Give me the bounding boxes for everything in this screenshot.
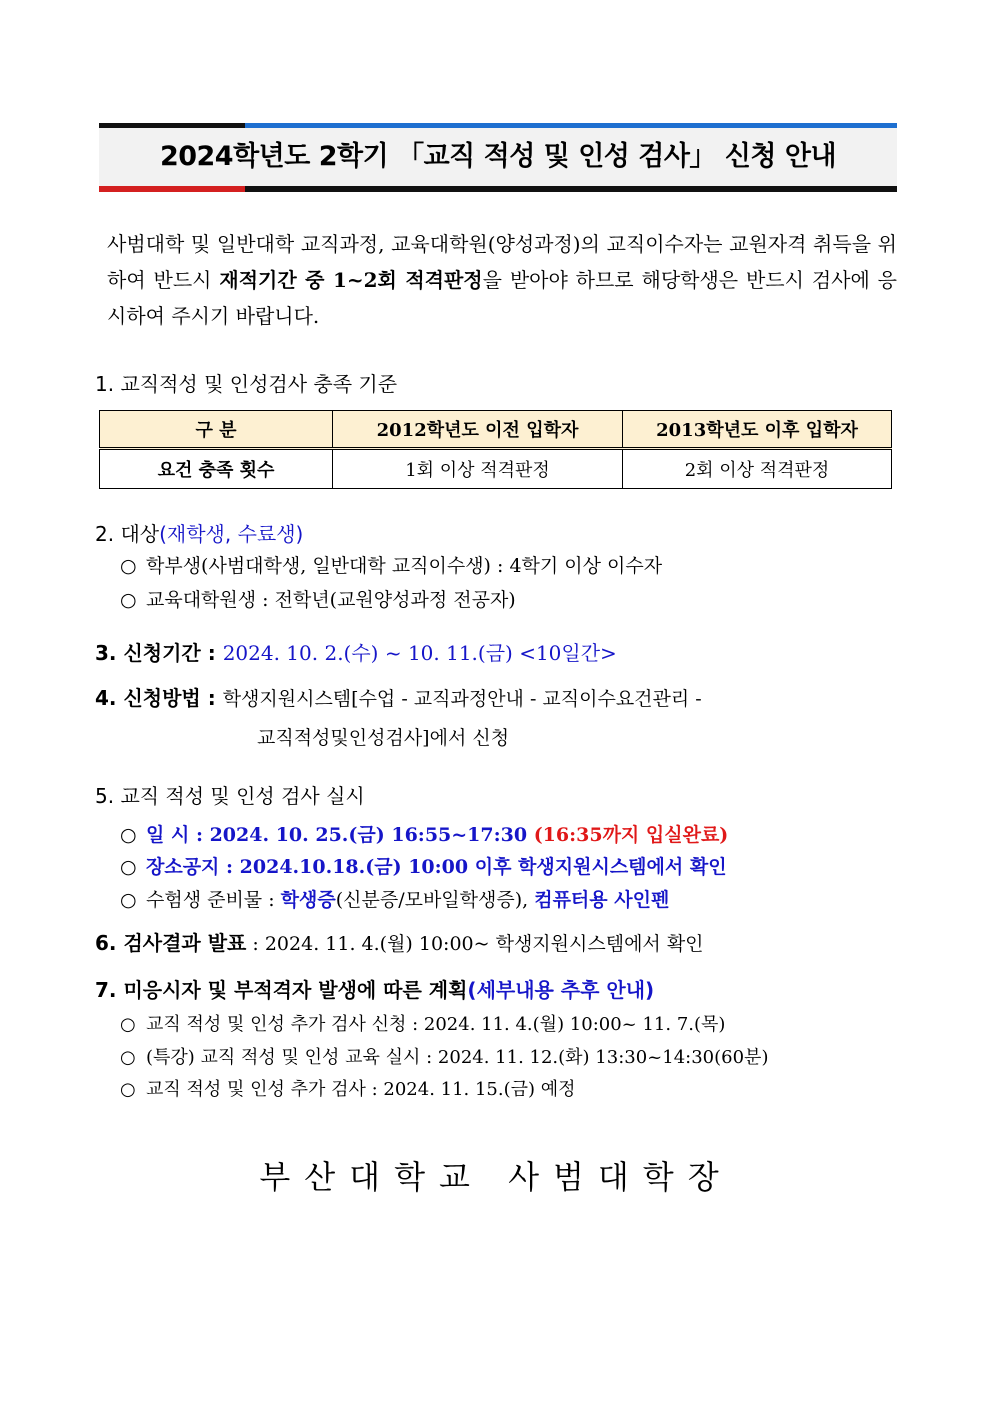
bullet-icon: ○ [120, 1014, 136, 1035]
section-7-item [120, 1043, 768, 1069]
section-7-item-text: 교직 적성 및 인성 추가 검사 신청 : 2024. 11. 4.(월) 10:00~ 11. 7.(목) [146, 1014, 726, 1035]
section-5-date-label: 일 시 : [146, 824, 210, 846]
bullet-icon: ○ [120, 856, 137, 878]
section-1-heading: 1. 교직적성 및 인성검사 충족 기준 [95, 372, 398, 396]
section-2-note: (재학생, 수료생) [159, 522, 304, 546]
section-5-date [120, 820, 728, 847]
section-5-prep-item-1: 학생증 [280, 889, 336, 911]
section-2-item [120, 585, 516, 612]
title-bar-bottom-black [245, 186, 897, 192]
section-5-heading: 5. 교직 적성 및 인성 검사 실시 [95, 784, 365, 808]
section-5-date-note: (16:35까지 입실완료) [533, 824, 729, 846]
section-3 [95, 637, 617, 666]
section-5-prep [120, 885, 669, 912]
intro-text-2: 을 받아야 하므로 해당학생은 반드시 검사에 응시하여 주시기 바랍니다. [107, 268, 897, 328]
intro-paragraph [107, 226, 897, 334]
criteria-header-category: 구 분 [100, 411, 333, 449]
section-3-value: 2024. 10. 2.(수) ~ 10. 11.(금) <10일간> [222, 641, 617, 665]
section-2-item [120, 551, 662, 578]
section-7-item [120, 1075, 576, 1101]
section-7-note: (세부내용 추후 안내) [467, 978, 655, 1002]
criteria-cell-after-2013: 2회 이상 적격판정 [623, 449, 892, 489]
intro-text-1: 사범대학 및 일반대학 교직과정, 교육대학원(양성과정)의 교직이수자는 교원자격 취득을 위하여 반드시 [107, 232, 897, 292]
section-5-prep-label: 수험생 준비물 : [146, 889, 281, 911]
section-4-label: 4. 신청방법 : [95, 686, 223, 710]
section-5-prep-item-2: 컴퓨터용 사인펜 [534, 889, 670, 911]
page-title: 2024학년도 2학기 「교직 적성 및 인성 검사」 신청 안내 [159, 141, 837, 172]
section-4-line-2: 교직적성및인성검사]에서 신청 [257, 727, 510, 749]
section-4 [95, 682, 702, 711]
bullet-icon: ○ [120, 589, 137, 611]
bullet-icon: ○ [120, 1047, 136, 1068]
section-7-item [120, 1010, 725, 1036]
bullet-icon: ○ [120, 889, 137, 911]
signature: 부산대학교 사범대학장 [259, 1158, 733, 1196]
criteria-table-header-row [100, 411, 892, 449]
section-4-line-1: 학생지원시스템[수업 - 교직과정안내 - 교직이수요건관리 - [222, 688, 702, 710]
section-7-title: 7. 미응시자 및 부적격자 발생에 따른 계획 [95, 978, 468, 1002]
section-6 [95, 927, 704, 956]
criteria-table [99, 410, 892, 489]
section-2-heading [95, 518, 303, 547]
title-bar-bottom-red [99, 186, 245, 192]
section-2-item-text: 학부생(사범대학생, 일반대학 교직이수생) : 4학기 이상 이수자 [146, 555, 663, 577]
criteria-cell-before-2012: 1회 이상 적격판정 [333, 449, 623, 489]
criteria-row-label: 요건 충족 횟수 [100, 449, 333, 489]
section-7-item-text: (특강) 교직 적성 및 인성 교육 실시 : 2024. 11. 12.(화) 13:30~14:30(60분) [146, 1047, 769, 1068]
section-3-label: 3. 신청기간 : [95, 641, 223, 665]
section-5-prep-mid: (신분증/모바일학생증), [335, 889, 535, 911]
criteria-header-after-2013: 2013학년도 이후 입학자 [623, 411, 892, 449]
criteria-table-row [100, 449, 892, 489]
intro-bold: 재적기간 중 1~2회 적격판정 [219, 268, 483, 292]
section-7-heading [95, 974, 654, 1003]
section-6-label: 6. 검사결과 발표 [95, 931, 247, 955]
section-5-date-value: 2024. 10. 25.(금) 16:55~17:30 [209, 824, 534, 846]
bullet-icon: ○ [120, 824, 137, 846]
section-2-title: 2. 대상 [95, 522, 160, 546]
section-5-place-text: 장소공지 : 2024.10.18.(금) 10:00 이후 학생지원시스템에서 확인 [146, 856, 727, 878]
section-7-item-text: 교직 적성 및 인성 추가 검사 : 2024. 11. 15.(금) 예정 [146, 1079, 576, 1100]
criteria-header-before-2012: 2012학년도 이전 입학자 [333, 411, 623, 449]
bullet-icon: ○ [120, 1079, 136, 1100]
section-5-place [120, 852, 727, 879]
section-2-item-text: 교육대학원생 : 전학년(교원양성과정 전공자) [146, 589, 516, 611]
bullet-icon: ○ [120, 555, 137, 577]
section-6-value: : 2024. 11. 4.(월) 10:00~ 학생지원시스템에서 확인 [246, 933, 704, 955]
